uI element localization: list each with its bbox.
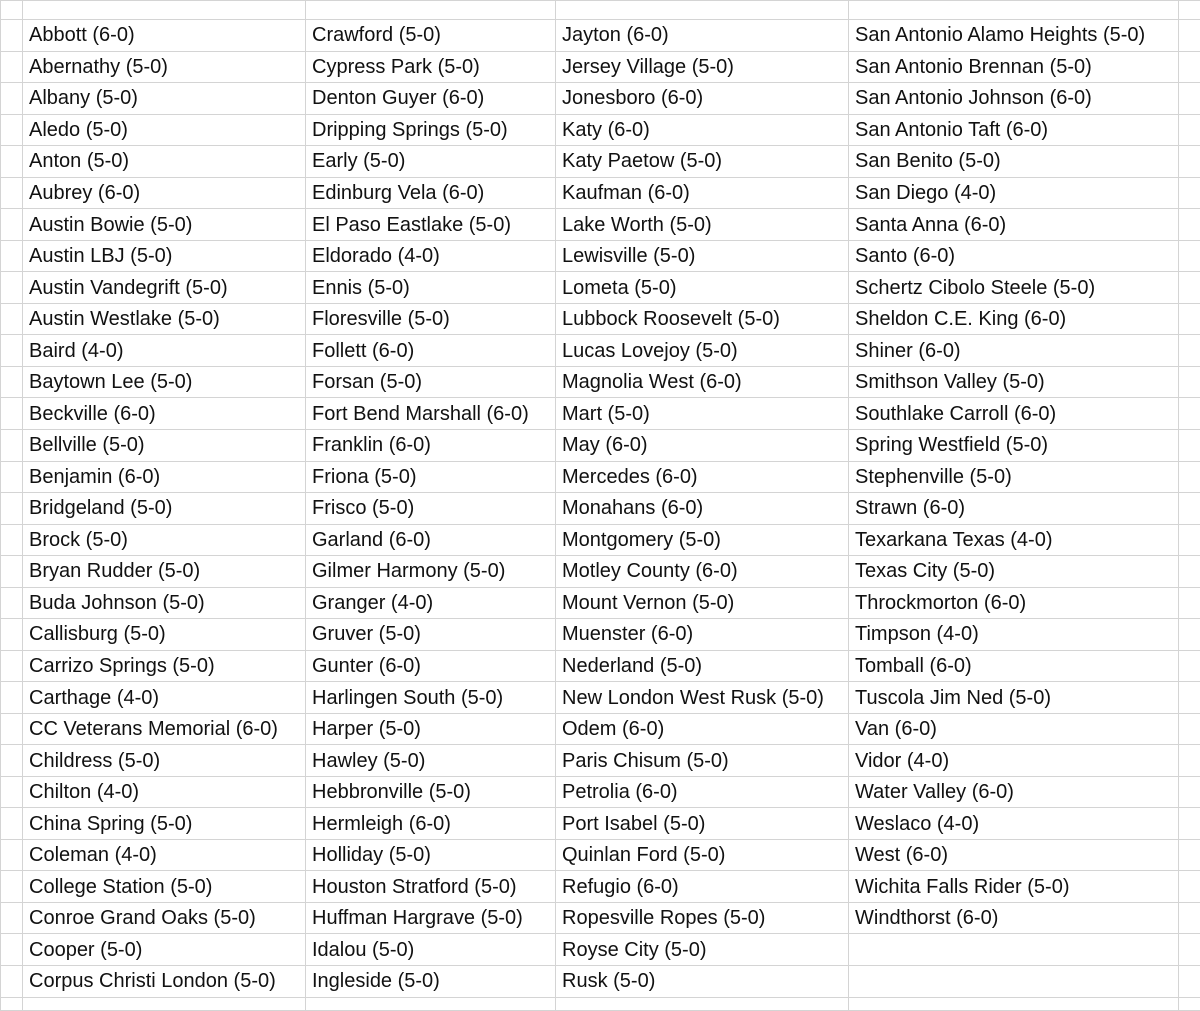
team-record-cell[interactable]: Frisco (5-0): [306, 493, 556, 525]
team-record-cell[interactable]: Odem (6-0): [556, 713, 849, 745]
grid-row: [1, 682, 1200, 714]
team-record-cell[interactable]: Brock (5-0): [23, 524, 306, 556]
team-record-cell[interactable]: Aubrey (6-0): [23, 177, 306, 209]
team-record-cell[interactable]: Weslaco (4-0): [849, 808, 1179, 840]
team-record-cell[interactable]: Water Valley (6-0): [849, 776, 1179, 808]
team-record-cell[interactable]: Holliday (5-0): [306, 839, 556, 871]
empty-cell[interactable]: [1, 871, 23, 903]
empty-cell[interactable]: [1, 902, 23, 934]
team-record-cell[interactable]: Santo (6-0): [849, 240, 1179, 272]
grid-row: [1, 240, 1200, 272]
team-record-cell[interactable]: Nederland (5-0): [556, 650, 849, 682]
empty-cell[interactable]: [1179, 461, 1200, 493]
empty-cell[interactable]: [1179, 177, 1200, 209]
empty-cell[interactable]: [1, 20, 23, 52]
empty-cell[interactable]: [306, 997, 556, 1010]
team-record-cell[interactable]: Bryan Rudder (5-0): [23, 556, 306, 588]
grid-row: [1, 556, 1200, 588]
empty-cell[interactable]: [1, 808, 23, 840]
team-record-cell[interactable]: Carrizo Springs (5-0): [23, 650, 306, 682]
grid-row: [1, 493, 1200, 525]
team-record-cell[interactable]: El Paso Eastlake (5-0): [306, 209, 556, 241]
team-record-cell[interactable]: Motley County (6-0): [556, 556, 849, 588]
empty-cell[interactable]: [1, 114, 23, 146]
team-record-cell[interactable]: Refugio (6-0): [556, 871, 849, 903]
team-record-cell[interactable]: Austin LBJ (5-0): [23, 240, 306, 272]
empty-cell[interactable]: [1179, 776, 1200, 808]
team-record-cell[interactable]: Hermleigh (6-0): [306, 808, 556, 840]
team-record-cell[interactable]: Lake Worth (5-0): [556, 209, 849, 241]
team-record-cell[interactable]: Jayton (6-0): [556, 20, 849, 52]
team-record-cell[interactable]: Baird (4-0): [23, 335, 306, 367]
empty-cell[interactable]: [23, 1, 306, 20]
grid-row: [1, 209, 1200, 241]
empty-cell[interactable]: [1, 493, 23, 525]
team-record-cell[interactable]: CC Veterans Memorial (6-0): [23, 713, 306, 745]
team-record-cell[interactable]: Sheldon C.E. King (6-0): [849, 303, 1179, 335]
team-record-cell[interactable]: Forsan (5-0): [306, 366, 556, 398]
team-record-cell[interactable]: San Antonio Alamo Heights (5-0): [849, 20, 1179, 52]
team-record-cell[interactable]: New London West Rusk (5-0): [556, 682, 849, 714]
grid-row: [1, 429, 1200, 461]
team-record-cell[interactable]: Texarkana Texas (4-0): [849, 524, 1179, 556]
team-record-cell[interactable]: Lucas Lovejoy (5-0): [556, 335, 849, 367]
team-record-cell[interactable]: Magnolia West (6-0): [556, 366, 849, 398]
empty-cell[interactable]: [1, 240, 23, 272]
empty-cell[interactable]: [1179, 587, 1200, 619]
empty-cell[interactable]: [1, 682, 23, 714]
empty-cell[interactable]: [1179, 493, 1200, 525]
empty-cell[interactable]: [556, 997, 849, 1010]
team-record-cell[interactable]: Gruver (5-0): [306, 619, 556, 651]
team-record-cell[interactable]: Katy (6-0): [556, 114, 849, 146]
empty-cell[interactable]: [1179, 966, 1200, 998]
grid-row: [1, 745, 1200, 777]
grid-row: [1, 177, 1200, 209]
team-record-cell[interactable]: Carthage (4-0): [23, 682, 306, 714]
team-record-cell[interactable]: Mount Vernon (5-0): [556, 587, 849, 619]
team-record-cell[interactable]: Jersey Village (5-0): [556, 51, 849, 83]
team-record-cell[interactable]: Abernathy (5-0): [23, 51, 306, 83]
empty-cell[interactable]: [556, 1, 849, 20]
team-record-cell[interactable]: Austin Westlake (5-0): [23, 303, 306, 335]
team-record-cell[interactable]: Garland (6-0): [306, 524, 556, 556]
team-record-cell[interactable]: Quinlan Ford (5-0): [556, 839, 849, 871]
empty-cell[interactable]: [1179, 839, 1200, 871]
empty-cell[interactable]: [1, 272, 23, 304]
team-record-cell[interactable]: Tuscola Jim Ned (5-0): [849, 682, 1179, 714]
team-record-cell[interactable]: Lometa (5-0): [556, 272, 849, 304]
grid-row: [1, 934, 1200, 966]
empty-cell[interactable]: [1179, 335, 1200, 367]
team-record-cell[interactable]: Kaufman (6-0): [556, 177, 849, 209]
team-record-cell[interactable]: Buda Johnson (5-0): [23, 587, 306, 619]
empty-cell[interactable]: [1179, 83, 1200, 115]
team-record-cell[interactable]: Idalou (5-0): [306, 934, 556, 966]
team-record-cell[interactable]: [849, 934, 1179, 966]
team-record-cell[interactable]: Bridgeland (5-0): [23, 493, 306, 525]
team-record-cell[interactable]: Petrolia (6-0): [556, 776, 849, 808]
team-record-cell[interactable]: Royse City (5-0): [556, 934, 849, 966]
team-record-cell[interactable]: Dripping Springs (5-0): [306, 114, 556, 146]
team-record-cell[interactable]: San Antonio Brennan (5-0): [849, 51, 1179, 83]
grid-row-empty: [1, 997, 1200, 1010]
empty-cell[interactable]: [849, 1, 1179, 20]
empty-cell[interactable]: [1, 146, 23, 178]
empty-cell[interactable]: [849, 997, 1179, 1010]
grid-row: [1, 335, 1200, 367]
grid-row: [1, 398, 1200, 430]
empty-cell[interactable]: [1179, 114, 1200, 146]
grid-row-empty: [1, 1, 1200, 20]
team-record-cell[interactable]: Aledo (5-0): [23, 114, 306, 146]
team-record-cell[interactable]: Southlake Carroll (6-0): [849, 398, 1179, 430]
team-record-cell[interactable]: Benjamin (6-0): [23, 461, 306, 493]
empty-cell[interactable]: [1179, 303, 1200, 335]
team-record-cell[interactable]: Ennis (5-0): [306, 272, 556, 304]
team-record-cell[interactable]: Anton (5-0): [23, 146, 306, 178]
empty-cell[interactable]: [306, 1, 556, 20]
team-record-cell[interactable]: Callisburg (5-0): [23, 619, 306, 651]
team-record-cell[interactable]: Eldorado (4-0): [306, 240, 556, 272]
team-record-cell[interactable]: Houston Stratford (5-0): [306, 871, 556, 903]
empty-cell[interactable]: [1, 303, 23, 335]
empty-cell[interactable]: [1, 335, 23, 367]
empty-cell[interactable]: [1, 83, 23, 115]
team-record-cell[interactable]: Lewisville (5-0): [556, 240, 849, 272]
team-record-cell[interactable]: Wichita Falls Rider (5-0): [849, 871, 1179, 903]
grid-row: [1, 461, 1200, 493]
grid-row: [1, 902, 1200, 934]
team-record-cell[interactable]: Chilton (4-0): [23, 776, 306, 808]
empty-cell[interactable]: [1179, 209, 1200, 241]
team-record-cell[interactable]: Cooper (5-0): [23, 934, 306, 966]
grid-row: [1, 524, 1200, 556]
team-record-cell[interactable]: Jonesboro (6-0): [556, 83, 849, 115]
team-record-cell[interactable]: Coleman (4-0): [23, 839, 306, 871]
team-record-cell[interactable]: Muenster (6-0): [556, 619, 849, 651]
grid-row: [1, 871, 1200, 903]
grid-row: [1, 146, 1200, 178]
grid-row: [1, 966, 1200, 998]
team-record-cell[interactable]: Schertz Cibolo Steele (5-0): [849, 272, 1179, 304]
team-record-cell[interactable]: College Station (5-0): [23, 871, 306, 903]
empty-cell[interactable]: [1, 524, 23, 556]
empty-cell[interactable]: [1, 839, 23, 871]
empty-cell[interactable]: [1179, 240, 1200, 272]
empty-cell[interactable]: [1, 997, 23, 1010]
grid-row: [1, 83, 1200, 115]
team-record-cell[interactable]: Windthorst (6-0): [849, 902, 1179, 934]
team-record-cell[interactable]: Abbott (6-0): [23, 20, 306, 52]
grid-row: [1, 808, 1200, 840]
empty-cell[interactable]: [1179, 619, 1200, 651]
empty-cell[interactable]: [1179, 146, 1200, 178]
empty-cell[interactable]: [1179, 997, 1200, 1010]
team-record-cell[interactable]: Monahans (6-0): [556, 493, 849, 525]
team-record-cell[interactable]: Port Isabel (5-0): [556, 808, 849, 840]
grid-row: [1, 619, 1200, 651]
team-record-cell[interactable]: San Antonio Taft (6-0): [849, 114, 1179, 146]
empty-cell[interactable]: [1179, 272, 1200, 304]
empty-cell[interactable]: [1, 398, 23, 430]
empty-cell[interactable]: [1179, 20, 1200, 52]
team-record-cell[interactable]: Throckmorton (6-0): [849, 587, 1179, 619]
empty-cell[interactable]: [1179, 871, 1200, 903]
team-record-cell[interactable]: Hebbronville (5-0): [306, 776, 556, 808]
grid-row: [1, 650, 1200, 682]
team-record-cell[interactable]: Crawford (5-0): [306, 20, 556, 52]
team-record-cell[interactable]: Gunter (6-0): [306, 650, 556, 682]
team-record-cell[interactable]: Shiner (6-0): [849, 335, 1179, 367]
team-record-cell[interactable]: Floresville (5-0): [306, 303, 556, 335]
empty-cell[interactable]: [1179, 808, 1200, 840]
team-record-cell[interactable]: San Benito (5-0): [849, 146, 1179, 178]
grid-row: [1, 114, 1200, 146]
team-record-cell[interactable]: Conroe Grand Oaks (5-0): [23, 902, 306, 934]
team-record-cell[interactable]: West (6-0): [849, 839, 1179, 871]
team-record-cell[interactable]: Friona (5-0): [306, 461, 556, 493]
team-record-cell[interactable]: Corpus Christi London (5-0): [23, 966, 306, 998]
team-record-cell[interactable]: Ingleside (5-0): [306, 966, 556, 998]
team-record-cell[interactable]: Follett (6-0): [306, 335, 556, 367]
grid-row: [1, 713, 1200, 745]
empty-cell[interactable]: [1, 1, 23, 20]
team-record-cell[interactable]: Austin Bowie (5-0): [23, 209, 306, 241]
team-record-cell[interactable]: Huffman Hargrave (5-0): [306, 902, 556, 934]
empty-cell[interactable]: [1179, 1, 1200, 20]
grid-row: [1, 776, 1200, 808]
grid-row: [1, 51, 1200, 83]
empty-cell[interactable]: [1179, 713, 1200, 745]
empty-cell[interactable]: [1179, 902, 1200, 934]
grid-row: [1, 587, 1200, 619]
empty-cell[interactable]: [1, 209, 23, 241]
team-record-cell[interactable]: Cypress Park (5-0): [306, 51, 556, 83]
team-record-cell[interactable]: San Diego (4-0): [849, 177, 1179, 209]
team-record-cell[interactable]: Albany (5-0): [23, 83, 306, 115]
team-record-cell[interactable]: San Antonio Johnson (6-0): [849, 83, 1179, 115]
team-record-cell[interactable]: Strawn (6-0): [849, 493, 1179, 525]
grid-row: [1, 272, 1200, 304]
empty-cell[interactable]: [1, 934, 23, 966]
empty-cell[interactable]: [1179, 51, 1200, 83]
grid-row: [1, 366, 1200, 398]
team-record-cell[interactable]: Franklin (6-0): [306, 429, 556, 461]
team-record-cell[interactable]: Beckville (6-0): [23, 398, 306, 430]
empty-cell[interactable]: [1, 619, 23, 651]
empty-cell[interactable]: [1179, 524, 1200, 556]
team-record-cell[interactable]: Granger (4-0): [306, 587, 556, 619]
empty-cell[interactable]: [1, 556, 23, 588]
empty-cell[interactable]: [1, 966, 23, 998]
team-record-cell[interactable]: Spring Westfield (5-0): [849, 429, 1179, 461]
team-record-cell[interactable]: Paris Chisum (5-0): [556, 745, 849, 777]
empty-cell[interactable]: [1179, 934, 1200, 966]
empty-cell[interactable]: [1, 51, 23, 83]
team-record-cell[interactable]: May (6-0): [556, 429, 849, 461]
team-record-cell[interactable]: Early (5-0): [306, 146, 556, 178]
team-record-cell[interactable]: Harlingen South (5-0): [306, 682, 556, 714]
team-record-cell[interactable]: Lubbock Roosevelt (5-0): [556, 303, 849, 335]
team-record-cell[interactable]: Mart (5-0): [556, 398, 849, 430]
team-record-cell[interactable]: Rusk (5-0): [556, 966, 849, 998]
empty-cell[interactable]: [1, 587, 23, 619]
empty-cell[interactable]: [1179, 682, 1200, 714]
team-record-cell[interactable]: Denton Guyer (6-0): [306, 83, 556, 115]
team-record-cell[interactable]: Childress (5-0): [23, 745, 306, 777]
team-record-cell[interactable]: Fort Bend Marshall (6-0): [306, 398, 556, 430]
empty-cell[interactable]: [1, 776, 23, 808]
team-record-cell[interactable]: Katy Paetow (5-0): [556, 146, 849, 178]
empty-cell[interactable]: [1, 429, 23, 461]
empty-cell[interactable]: [1, 177, 23, 209]
team-record-cell[interactable]: Harper (5-0): [306, 713, 556, 745]
team-record-cell[interactable]: Tomball (6-0): [849, 650, 1179, 682]
team-record-cell[interactable]: Ropesville Ropes (5-0): [556, 902, 849, 934]
empty-cell[interactable]: [1179, 398, 1200, 430]
team-record-cell[interactable]: Timpson (4-0): [849, 619, 1179, 651]
team-record-cell[interactable]: Texas City (5-0): [849, 556, 1179, 588]
empty-cell[interactable]: [1179, 366, 1200, 398]
team-record-cell[interactable]: Montgomery (5-0): [556, 524, 849, 556]
empty-cell[interactable]: [1179, 745, 1200, 777]
empty-cell[interactable]: [1179, 429, 1200, 461]
team-record-cell[interactable]: Gilmer Harmony (5-0): [306, 556, 556, 588]
grid-row: [1, 20, 1200, 52]
empty-cell[interactable]: [23, 997, 306, 1010]
empty-cell[interactable]: [1, 650, 23, 682]
empty-cell[interactable]: [1, 366, 23, 398]
team-record-cell[interactable]: [849, 966, 1179, 998]
grid-row: [1, 303, 1200, 335]
empty-cell[interactable]: [1179, 556, 1200, 588]
team-record-cell[interactable]: Hawley (5-0): [306, 745, 556, 777]
team-record-cell[interactable]: Santa Anna (6-0): [849, 209, 1179, 241]
team-record-cell[interactable]: Smithson Valley (5-0): [849, 366, 1179, 398]
team-record-cell[interactable]: Vidor (4-0): [849, 745, 1179, 777]
team-record-cell[interactable]: Bellville (5-0): [23, 429, 306, 461]
grid-row: [1, 839, 1200, 871]
team-record-cell[interactable]: Edinburg Vela (6-0): [306, 177, 556, 209]
empty-cell[interactable]: [1, 713, 23, 745]
team-record-cell[interactable]: Baytown Lee (5-0): [23, 366, 306, 398]
team-record-cell[interactable]: Mercedes (6-0): [556, 461, 849, 493]
empty-cell[interactable]: [1, 745, 23, 777]
empty-cell[interactable]: [1179, 650, 1200, 682]
team-record-cell[interactable]: Austin Vandegrift (5-0): [23, 272, 306, 304]
team-record-cell[interactable]: Stephenville (5-0): [849, 461, 1179, 493]
empty-cell[interactable]: [1, 461, 23, 493]
team-record-cell[interactable]: Van (6-0): [849, 713, 1179, 745]
team-record-cell[interactable]: China Spring (5-0): [23, 808, 306, 840]
